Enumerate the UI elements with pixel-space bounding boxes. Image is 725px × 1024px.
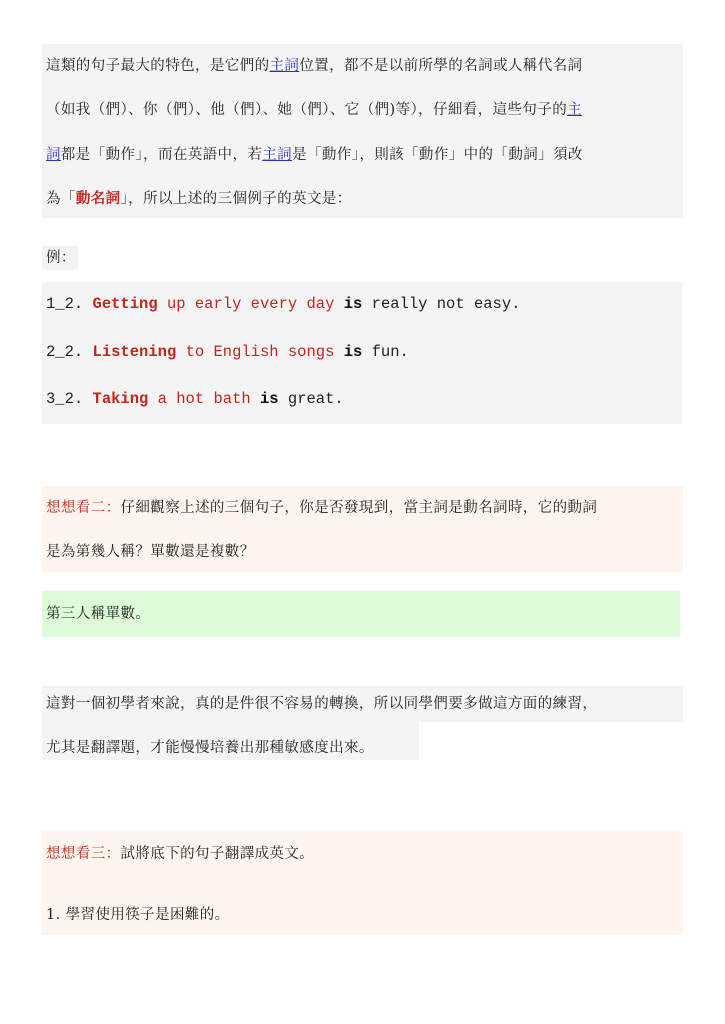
example-verb: is	[343, 295, 363, 313]
intro-text: 」，所以上述的三個例子的英文是：	[120, 191, 352, 207]
subject-link[interactable]: 詞	[46, 147, 61, 163]
think-three-label: 想想看三：	[46, 846, 121, 862]
intro-line-3	[46, 145, 583, 165]
think-two-line-2: 是為第幾人稱？單數還是複數？	[46, 544, 255, 560]
example-sentence-3	[46, 389, 344, 409]
example-gerund-phrase: up early every day	[166, 295, 335, 313]
intro-text: 是「動作」，則該「動作」中的「動詞」須改	[292, 147, 583, 163]
intro-line-2	[46, 100, 582, 120]
intro-paragraph	[42, 44, 683, 218]
think-three-box	[42, 831, 683, 935]
note-line-2: 尤其是翻譯題，才能慢慢培養出那種敏感度出來。	[46, 740, 374, 756]
think-two-label: 想想看二：	[46, 500, 121, 516]
intro-text: 都是「動作」，而在英語中，若	[60, 147, 263, 163]
subject-link[interactable]: 主詞	[262, 147, 293, 163]
intro-line-1	[46, 56, 582, 76]
example-tail: fun.	[371, 343, 409, 361]
think-three-line	[46, 844, 314, 864]
note-line-1: 這對一個初學者來說，真的是件很不容易的轉換，所以同學們要多做這方面的練習，	[46, 696, 598, 712]
subject-link[interactable]: 主詞	[269, 58, 300, 74]
gerund-term: 動名詞	[75, 190, 121, 207]
think-two-text: 仔細觀察上述的三個句子，你是否發現到，當主詞是動名詞時，它的動詞	[120, 500, 598, 516]
example-gerund-phrase: to English songs	[185, 343, 335, 361]
think-three-item-1: 1. 學習使用筷子是困難的。	[46, 907, 230, 923]
example-verb: is	[259, 390, 279, 408]
example-gerund: Listening	[92, 343, 177, 361]
example-sentence-2	[46, 342, 409, 362]
subject-link[interactable]: 主	[567, 102, 583, 118]
note-paragraph	[42, 686, 683, 764]
examples-box	[42, 282, 682, 424]
intro-text: 位置，都不是以前所學的名詞或人稱代名詞	[299, 58, 583, 74]
intro-line-4	[46, 189, 352, 209]
intro-text: 為「	[46, 191, 76, 207]
example-tail: great.	[287, 390, 344, 408]
example-label: 例：	[46, 250, 76, 266]
example-number: 2_2.	[46, 343, 84, 361]
example-label-box	[42, 246, 78, 270]
intro-text: （如我（們）、你（們）、他（們）、她（們）、它（們)等），仔細看，這些句子的	[46, 102, 568, 118]
example-number: 1_2.	[46, 295, 84, 313]
answer-two-text: 第三人稱單數。	[46, 606, 151, 622]
example-sentence-1	[46, 294, 520, 314]
example-verb: is	[343, 343, 363, 361]
answer-two-box	[42, 591, 680, 637]
think-two-line-1	[46, 498, 597, 518]
example-tail: really not easy.	[371, 295, 521, 313]
example-gerund: Taking	[92, 390, 149, 408]
example-gerund: Getting	[92, 295, 158, 313]
example-number: 3_2.	[46, 390, 84, 408]
intro-text: 這類的句子最大的特色，是它們的	[46, 58, 270, 74]
example-gerund-phrase: a hot bath	[157, 390, 251, 408]
think-two-box	[42, 486, 683, 572]
think-three-text: 試將底下的句子翻譯成英文。	[120, 846, 315, 862]
